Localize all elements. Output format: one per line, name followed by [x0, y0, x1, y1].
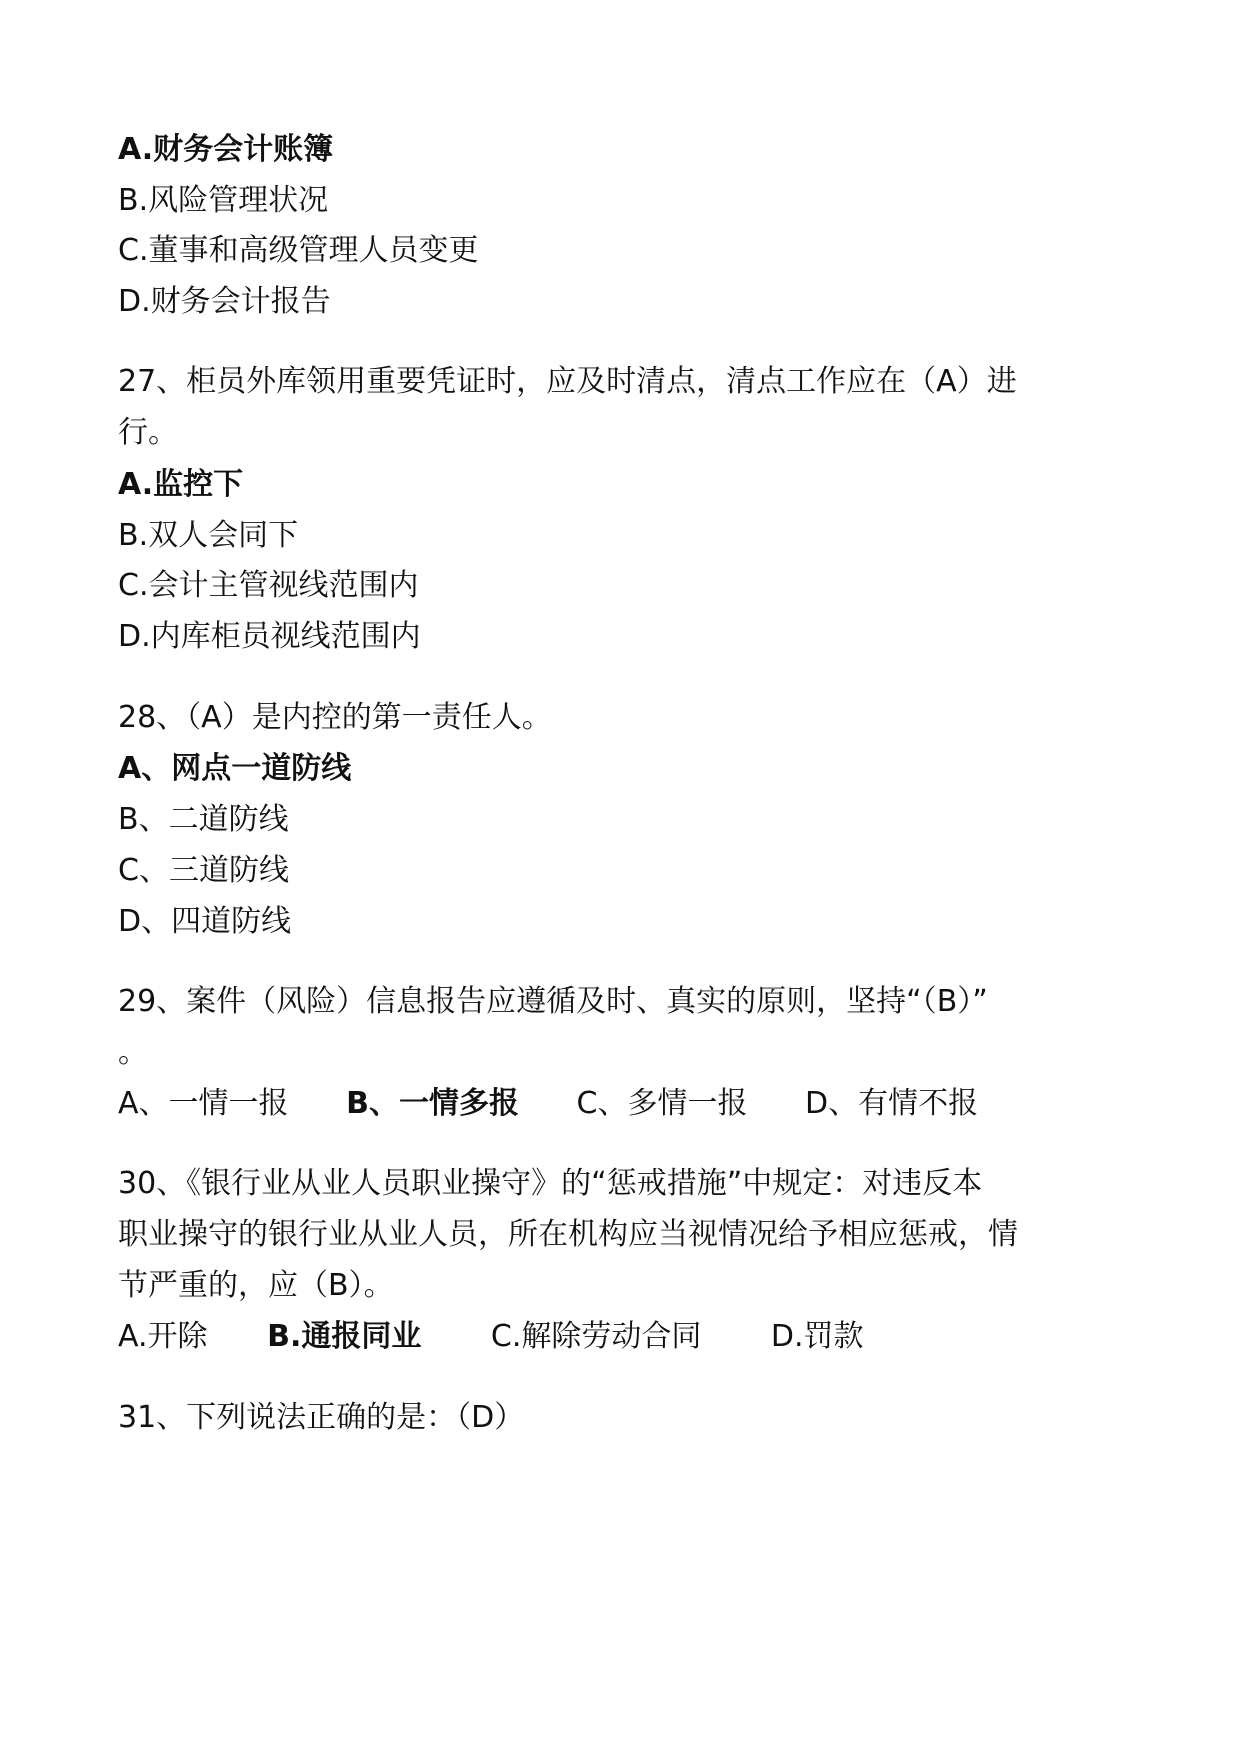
q30-option-d: D.罚款: [770, 1319, 864, 1354]
q30-option-b: B.通报同业: [267, 1319, 422, 1354]
q31-question: 31、下列说法正确的是：（D）: [118, 1400, 525, 1435]
q26-option-b: B.风险管理状况: [118, 183, 329, 218]
q29-options-row: [118, 1084, 978, 1124]
q26-option-c: C.董事和高级管理人员变更: [118, 233, 479, 268]
q27-question-line1: 27、柜员外库领用重要凭证时，应及时清点，清点工作应在（A）进: [118, 364, 1017, 399]
q30-question-line1: 30、《银行业从业人员职业操守》的“惩戒措施”中规定：对违反本: [118, 1166, 983, 1201]
q30-question-line2: 职业操守的银行业从业人员，所在机构应当视情况给予相应惩戒，情: [118, 1217, 1018, 1252]
q29-option-a: A、一情一报: [118, 1086, 289, 1121]
q30-option-a: A.开除: [118, 1319, 208, 1354]
q29-option-d: D、有情不报: [805, 1086, 979, 1121]
q26-option-d: D.财务会计报告: [118, 284, 331, 319]
q29-question-line2: 。: [118, 1035, 148, 1070]
q26-option-a: A.财务会计账簿: [118, 132, 334, 167]
q29-option-b: B、一情多报: [346, 1086, 519, 1121]
q29-question-line1: 29、案件（风险）信息报告应遵循及时、真实的原则，坚持“（B）”: [118, 984, 988, 1019]
q27-option-d: D.内库柜员视线范围内: [118, 619, 421, 654]
q27-question-line2: 行。: [118, 415, 178, 450]
q28-option-c: C、三道防线: [118, 853, 289, 888]
q28-option-d: D、四道防线: [118, 904, 292, 939]
q30-options-row: [118, 1317, 864, 1357]
q30-question-line3: 节严重的，应（B）。: [118, 1268, 394, 1303]
q28-option-b: B、二道防线: [118, 802, 289, 837]
q29-option-c: C、多情一报: [576, 1086, 748, 1121]
q28-option-a: A、网点一道防线: [118, 751, 352, 786]
q27-option-a: A.监控下: [118, 467, 244, 502]
q28-question: 28、（A）是内控的第一责任人。: [118, 700, 552, 735]
q27-option-c: C.会计主管视线范围内: [118, 568, 419, 603]
q30-option-c: C.解除劳动合同: [490, 1319, 702, 1354]
q27-option-b: B.双人会同下: [118, 518, 299, 553]
